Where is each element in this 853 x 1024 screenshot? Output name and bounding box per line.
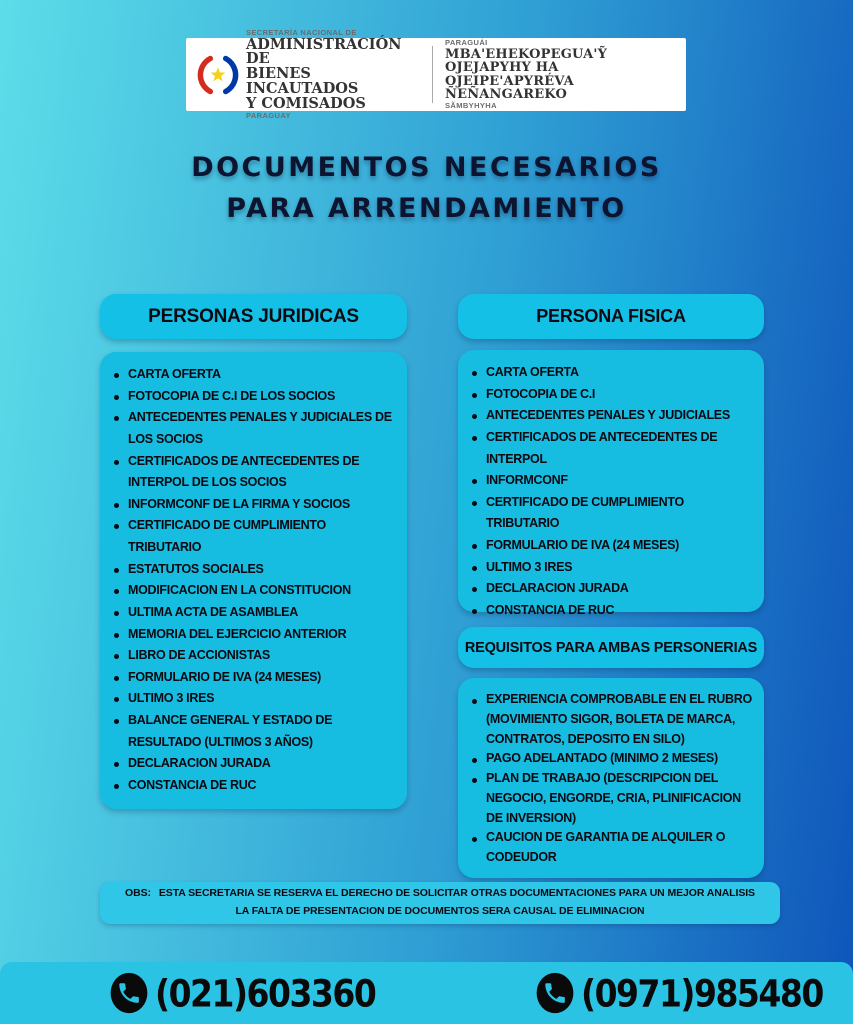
list-item: FORMULARIO DE IVA (24 MESES): [112, 667, 395, 689]
obs-text-1: ESTA SECRETARIA SE RESERVA EL DERECHO DE SOLICITAR OTRAS DOCUMENTACIONES PARA UN MEJOR ANALISIS: [158, 887, 755, 900]
obs-label: OBS:: [125, 887, 151, 900]
org-es-pretitle: SECRETARÍA NACIONAL DE: [246, 27, 357, 37]
phone-number: (021)603360: [155, 971, 376, 1015]
list-item: CARTA OFERTA: [470, 362, 752, 384]
page-title: [0, 148, 853, 229]
list-item: CARTA OFERTA: [112, 364, 395, 386]
list-item: DECLARACION JURADA: [470, 578, 752, 600]
list-item: FORMULARIO DE IVA (24 MESES): [470, 535, 752, 557]
card-personas-juridicas: [100, 352, 407, 809]
org-es-line1: ADMINISTRACIÓN DE: [246, 35, 402, 68]
fisica-document-list: [470, 362, 752, 622]
org-gn-line1: MBA'EHEKOPEGUA'Ỹ: [445, 47, 608, 62]
list-item: FOTOCOPIA DE C.I DE LOS SOCIOS: [112, 386, 395, 408]
list-item: PLAN DE TRABAJO (DESCRIPCION DEL NEGOCIO, ENGORDE, CRIA, PLINIFICACION DE INVERSION): [470, 769, 752, 828]
card-requisitos-ambas: [458, 678, 764, 878]
list-item: CONSTANCIA DE RUC: [470, 600, 752, 622]
obs-line-1: [125, 885, 755, 903]
list-item: BALANCE GENERAL Y ESTADO DE RESULTADO (ULTIMOS 3 AÑOS): [112, 710, 395, 753]
header-divider: [432, 46, 433, 103]
list-item: ANTECEDENTES PENALES Y JUDICIALES: [470, 405, 752, 427]
list-item: CERTIFICADO DE CUMPLIMIENTO TRIBUTARIO: [470, 492, 752, 535]
list-item: CONSTANCIA DE RUC: [112, 775, 395, 797]
org-name-guarani: [445, 38, 676, 111]
section-title: PERSONAS JURIDICAS: [148, 305, 359, 327]
list-item: ANTECEDENTES PENALES Y JUDICIALES DE LOS SOCIOS: [112, 407, 395, 450]
juridicas-document-list: [112, 364, 395, 797]
list-item: CERTIFICADO DE CUMPLIMIENTO TRIBUTARIO: [112, 515, 395, 558]
section-title: PERSONA FISICA: [536, 306, 686, 326]
org-gn-suffix: SÃMBYHYHA: [445, 101, 497, 110]
org-es-country: PARAGUAY: [246, 111, 291, 121]
observation-note: [100, 882, 780, 924]
obs-line-2: LA FALTA DE PRESENTACION DE DOCUMENTOS SERA CAUSAL DE ELIMINACION: [235, 905, 645, 917]
list-item: CAUCION DE GARANTIA DE ALQUILER O CODEUDOR: [470, 828, 752, 868]
org-name-spanish: [246, 28, 418, 121]
list-item: ULTIMO 3 IRES: [112, 688, 395, 710]
list-item: EXPERIENCIA COMPROBABLE EN EL RUBRO (MOVIMIENTO SIGOR, BOLETA DE MARCA, CONTRATOS, DEPOSITO EN SILO): [470, 690, 752, 749]
org-es-line2: BIENES INCAUTADOS: [246, 65, 359, 97]
title-line-1: DOCUMENTOS NECESARIOS: [191, 152, 662, 183]
list-item: INFORMCONF DE LA FIRMA Y SOCIOS: [112, 494, 395, 516]
phone-entry: [108, 971, 375, 1015]
list-item: LIBRO DE ACCIONISTAS: [112, 645, 395, 667]
institution-header: [186, 27, 686, 121]
list-item: ULTIMO 3 IRES: [470, 557, 752, 579]
list-item: DECLARACION JURADA: [112, 753, 395, 775]
title-line-2: PARA ARRENDAMIENTO: [226, 192, 627, 224]
org-es-line3: Y COMISADOS: [246, 94, 366, 112]
ambas-requirements-list: [470, 690, 752, 868]
paraguay-emblem-icon: [196, 53, 240, 97]
list-item: INFORMCONF: [470, 470, 752, 492]
list-item: CERTIFICADOS DE ANTECEDENTES DE INTERPOL: [470, 427, 752, 470]
phone-icon: [534, 971, 576, 1015]
section-title: REQUISITOS PARA AMBAS PERSONERIAS: [464, 639, 758, 656]
phone-entry: [534, 971, 823, 1015]
section-header-requisitos-ambas: [458, 627, 764, 668]
list-item: ESTATUTOS SOCIALES: [112, 559, 395, 581]
footer-contact-bar: [0, 962, 853, 1024]
list-item: ULTIMA ACTA DE ASAMBLEA: [112, 602, 395, 624]
card-persona-fisica: [458, 350, 764, 617]
section-header-persona-fisica: [458, 294, 764, 339]
org-gn-pretitle: PARAGUÁI: [445, 38, 488, 48]
org-gn-line2: OJEJAPYHY HA OJEIPE'APYRÉVA: [445, 60, 574, 89]
list-item: MEMORIA DEL EJERCICIO ANTERIOR: [112, 624, 395, 646]
list-item: PAGO ADELANTADO (MINIMO 2 MESES): [470, 749, 752, 769]
list-item: CERTIFICADOS DE ANTECEDENTES DE INTERPOL DE LOS SOCIOS: [112, 451, 395, 494]
section-header-personas-juridicas: [100, 294, 407, 339]
phone-number: (0971)985480: [581, 971, 823, 1015]
list-item: FOTOCOPIA DE C.I: [470, 384, 752, 406]
list-item: MODIFICACION EN LA CONSTITUCION: [112, 580, 395, 602]
phone-icon: [108, 971, 150, 1015]
org-gn-line3: ÑEÑANGAREKO: [445, 86, 568, 102]
